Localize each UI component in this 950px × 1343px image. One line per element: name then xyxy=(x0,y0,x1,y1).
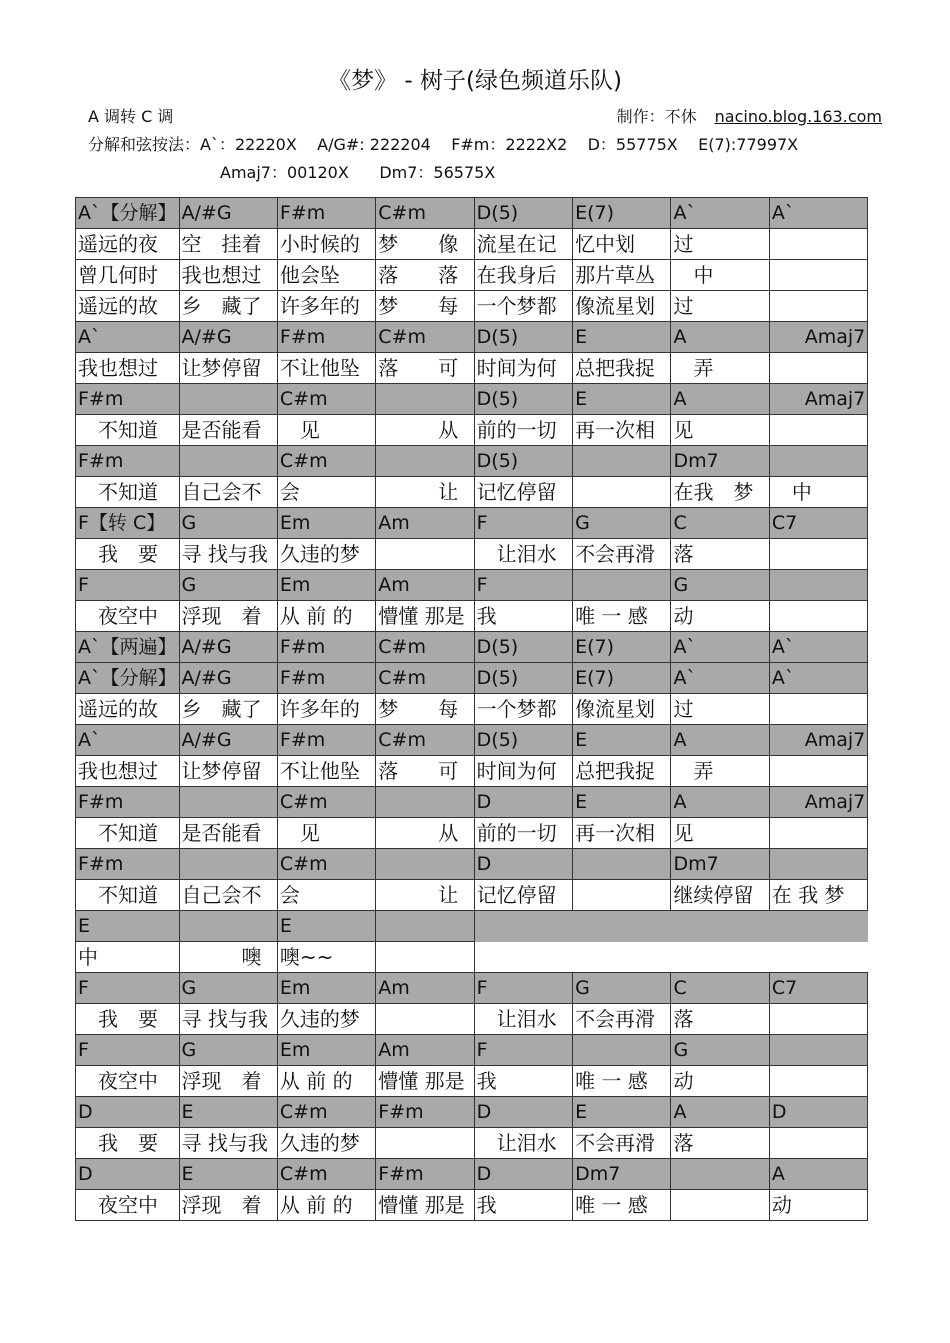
chord-cell: A/#G xyxy=(179,198,277,229)
chord-cell: Dm7 xyxy=(671,849,769,880)
lyric-cell: 见 xyxy=(671,415,769,446)
chord-cell: G xyxy=(179,508,277,539)
lyric-cell: 我 xyxy=(474,1190,572,1221)
chord-cell: F#m xyxy=(376,1097,474,1128)
lyric-cell: 过 xyxy=(671,229,769,260)
chord-cell: Em xyxy=(277,508,375,539)
chord-row xyxy=(76,632,868,663)
chord-cell: E xyxy=(179,1097,277,1128)
chord-row xyxy=(76,849,868,880)
chord-row xyxy=(76,570,868,601)
lyric-cell xyxy=(769,818,867,849)
chord-cell xyxy=(573,1035,671,1066)
lyric-row xyxy=(76,1066,868,1097)
lyric-row xyxy=(76,229,868,260)
lyric-cell: 落 xyxy=(671,1004,769,1035)
chord-cell xyxy=(769,1035,867,1066)
chord-cell: A` xyxy=(671,198,769,229)
chord-row xyxy=(76,508,868,539)
chord-cell xyxy=(376,384,474,415)
lyric-cell: 不让他坠 xyxy=(277,353,375,384)
lyric-cell xyxy=(769,756,867,787)
chord-cell: A` xyxy=(76,322,180,353)
lyric-cell: 不知道 xyxy=(76,880,180,911)
lyric-cell: 让泪水 xyxy=(474,1128,572,1159)
chord-cell: F xyxy=(474,508,572,539)
chord-cell: A` xyxy=(671,663,769,694)
chord-cell: F【转 C】 xyxy=(76,508,180,539)
chord-cell: A`【分解】 xyxy=(76,198,180,229)
chord-cell: C7 xyxy=(769,973,867,1004)
lyric-cell: 在我 梦 xyxy=(671,477,769,508)
lyric-cell: 中 xyxy=(671,260,769,291)
lyric-row xyxy=(76,1190,868,1221)
chord-cell xyxy=(376,446,474,477)
lyric-cell: 再一次相 xyxy=(573,818,671,849)
lyric-cell: 落 可 xyxy=(376,756,474,787)
chord-cell xyxy=(769,446,867,477)
chord-cell: D xyxy=(769,1097,867,1128)
lyric-row xyxy=(76,601,868,632)
chord-cell: A` xyxy=(769,632,867,663)
credit xyxy=(617,104,882,127)
lyric-cell: 小时候的 xyxy=(277,229,375,260)
lyric-cell: 让梦停留 xyxy=(179,353,277,384)
chord-cell: D(5) xyxy=(474,198,572,229)
chord-cell: C#m xyxy=(277,1159,375,1190)
chord-cell: F#m xyxy=(277,663,375,694)
lyric-cell: 浮现 着 xyxy=(179,1066,277,1097)
chord-cell: Am xyxy=(376,973,474,1004)
chord-cell: A xyxy=(769,1159,867,1190)
lyric-cell: 见 xyxy=(277,818,375,849)
chord-cell: F#m xyxy=(277,632,375,663)
lyric-cell: 遥远的夜 xyxy=(76,229,180,260)
lyric-cell: 曾几何时 xyxy=(76,260,180,291)
lyric-cell: 不知道 xyxy=(76,477,180,508)
lyric-cell xyxy=(769,291,867,322)
lyric-row xyxy=(76,415,868,446)
fingering-line-2: Amaj7：00120X Dm7：56575X xyxy=(220,163,496,182)
lyric-cell: 自己会不 xyxy=(179,880,277,911)
blog-link[interactable]: nacino.blog.163.com xyxy=(714,107,882,126)
lyric-cell: 乡 藏了 xyxy=(179,291,277,322)
lyric-cell: 我 xyxy=(474,1066,572,1097)
chord-cell: E xyxy=(573,725,671,756)
lyric-cell: 前的一切 xyxy=(474,415,572,446)
lyric-row xyxy=(76,694,868,725)
lyric-cell: 噢~~ xyxy=(277,942,375,973)
lyric-cell: 过 xyxy=(671,694,769,725)
lyric-cell: 不让他坠 xyxy=(277,756,375,787)
chord-cell: Amaj7 xyxy=(769,725,867,756)
lyric-cell xyxy=(769,601,867,632)
lyric-cell: 再一次相 xyxy=(573,415,671,446)
lyric-cell: 浮现 着 xyxy=(179,1190,277,1221)
chord-cell: C#m xyxy=(277,849,375,880)
chord-cell: D xyxy=(76,1159,180,1190)
lyric-cell: 不会再滑 xyxy=(573,1128,671,1159)
lyric-cell: 让梦停留 xyxy=(179,756,277,787)
lyric-cell: 会 xyxy=(277,880,375,911)
lyric-cell: 中 xyxy=(76,942,180,973)
lyric-cell: 记忆停留 xyxy=(474,880,572,911)
lyric-cell xyxy=(376,539,474,570)
key-change-note: A 调转 C 调 xyxy=(88,107,174,126)
chord-cell: G xyxy=(573,508,671,539)
lyric-cell: 夜空中 xyxy=(76,1066,180,1097)
chord-cell xyxy=(376,911,474,942)
lyric-cell: 懵懂 那是 xyxy=(376,1190,474,1221)
chord-cell: F xyxy=(76,1035,180,1066)
lyric-cell: 噢 xyxy=(179,942,277,973)
chord-cell: C xyxy=(671,508,769,539)
chord-cell: D(5) xyxy=(474,725,572,756)
lyric-row xyxy=(76,756,868,787)
lyric-cell: 自己会不 xyxy=(179,477,277,508)
lyric-cell: 空 挂着 xyxy=(179,229,277,260)
lyric-cell: 动 xyxy=(769,1190,867,1221)
chord-cell: A`【分解】 xyxy=(76,663,180,694)
chord-cell: C#m xyxy=(376,632,474,663)
lyric-cell: 继续停留 xyxy=(671,880,769,911)
chord-cell: Dm7 xyxy=(671,446,769,477)
lyric-row xyxy=(76,539,868,570)
chord-cell: C#m xyxy=(277,446,375,477)
empty-area xyxy=(474,911,868,942)
lyric-cell: 夜空中 xyxy=(76,601,180,632)
lyric-cell: 那片草丛 xyxy=(573,260,671,291)
lyric-cell: 寻 找与我 xyxy=(179,1004,277,1035)
chord-cell: E xyxy=(573,787,671,818)
chord-cell: E(7) xyxy=(573,663,671,694)
chord-cell: G xyxy=(671,1035,769,1066)
lyric-cell: 时间为何 xyxy=(474,756,572,787)
chord-cell: E xyxy=(573,322,671,353)
lyric-cell: 中 xyxy=(769,477,867,508)
lyric-cell: 许多年的 xyxy=(277,694,375,725)
lyric-row xyxy=(76,291,868,322)
chord-row xyxy=(76,1159,868,1190)
lyric-cell: 动 xyxy=(671,1066,769,1097)
chord-cell: Amaj7 xyxy=(769,384,867,415)
chord-row xyxy=(76,911,868,942)
lyric-cell: 懵懂 那是 xyxy=(376,601,474,632)
chord-cell: C#m xyxy=(277,1097,375,1128)
chord-cell: C#m xyxy=(376,198,474,229)
chord-cell: A/#G xyxy=(179,322,277,353)
lyric-cell xyxy=(573,880,671,911)
lyric-cell: 不知道 xyxy=(76,415,180,446)
lyric-cell: 遥远的故 xyxy=(76,694,180,725)
chord-cell: F#m xyxy=(76,787,180,818)
chord-row xyxy=(76,384,868,415)
chord-cell: G xyxy=(179,1035,277,1066)
lyric-cell: 让泪水 xyxy=(474,1004,572,1035)
chord-cell: F#m xyxy=(376,1159,474,1190)
chord-cell: Dm7 xyxy=(573,1159,671,1190)
chord-cell: D(5) xyxy=(474,384,572,415)
lyric-cell: 落 xyxy=(671,1128,769,1159)
lyric-cell: 从 前 的 xyxy=(277,1066,375,1097)
lyric-row xyxy=(76,353,868,384)
chord-cell: F#m xyxy=(76,849,180,880)
lyric-cell: 我也想过 xyxy=(179,260,277,291)
chord-row xyxy=(76,446,868,477)
lyric-cell: 寻 找与我 xyxy=(179,539,277,570)
chord-cell: Em xyxy=(277,570,375,601)
author: 制作：不休 xyxy=(616,107,697,126)
chord-cell: D xyxy=(76,1097,180,1128)
lyric-cell: 我 xyxy=(474,601,572,632)
lyric-row xyxy=(76,818,868,849)
lyric-cell xyxy=(769,260,867,291)
lyric-cell xyxy=(769,229,867,260)
chord-cell: D xyxy=(474,1097,572,1128)
lyric-cell xyxy=(769,1004,867,1035)
chord-cell: E(7) xyxy=(573,198,671,229)
lyric-cell xyxy=(769,1128,867,1159)
chord-cell: C#m xyxy=(376,725,474,756)
chord-cell: E xyxy=(179,1159,277,1190)
song-title: 《梦》 - 树子(绿色频道乐队) xyxy=(328,68,622,94)
lyric-cell: 遥远的故 xyxy=(76,291,180,322)
lyric-cell: 我也想过 xyxy=(76,756,180,787)
lyric-cell: 我也想过 xyxy=(76,353,180,384)
lyric-cell: 总把我捉 xyxy=(573,756,671,787)
chord-row xyxy=(76,322,868,353)
lyric-cell xyxy=(769,539,867,570)
chord-cell: Am xyxy=(376,570,474,601)
lyric-cell: 从 xyxy=(376,818,474,849)
chord-row xyxy=(76,1097,868,1128)
fingering-line-1: 分解和弦按法：A`：22220X A/G#: 222204 F#m：2222X2 D：55775X E(7):77997X xyxy=(88,135,799,154)
chord-cell xyxy=(573,570,671,601)
lyric-cell xyxy=(376,1004,474,1035)
lyric-cell: 是否能看 xyxy=(179,415,277,446)
chord-cell xyxy=(573,849,671,880)
lyric-cell: 许多年的 xyxy=(277,291,375,322)
chord-cell: F xyxy=(474,570,572,601)
lyric-cell: 浮现 着 xyxy=(179,601,277,632)
lyric-cell: 不会再滑 xyxy=(573,539,671,570)
lyric-cell: 见 xyxy=(277,415,375,446)
lyric-cell: 像流星划 xyxy=(573,291,671,322)
chord-cell xyxy=(179,446,277,477)
chord-cell: G xyxy=(671,570,769,601)
lyric-cell xyxy=(376,1128,474,1159)
chord-cell: D xyxy=(474,787,572,818)
lyric-cell: 从 前 的 xyxy=(277,601,375,632)
chord-cell: F#m xyxy=(76,384,180,415)
lyric-cell: 记忆停留 xyxy=(474,477,572,508)
lyric-cell xyxy=(671,1190,769,1221)
chord-cell: A xyxy=(671,322,769,353)
lyric-cell: 弄 xyxy=(671,353,769,384)
chord-cell: G xyxy=(179,973,277,1004)
chord-cell: F xyxy=(76,570,180,601)
chord-cell: F#m xyxy=(277,322,375,353)
chord-cell xyxy=(671,1159,769,1190)
lyric-cell: 乡 藏了 xyxy=(179,694,277,725)
lyric-cell: 不会再滑 xyxy=(573,1004,671,1035)
chord-cell: A` xyxy=(76,725,180,756)
chord-cell: E xyxy=(573,384,671,415)
lyric-cell: 不知道 xyxy=(76,818,180,849)
lyric-cell: 弄 xyxy=(671,756,769,787)
lyric-cell: 在我身后 xyxy=(474,260,572,291)
chord-cell: A xyxy=(671,1097,769,1128)
chord-cell: Am xyxy=(376,1035,474,1066)
chord-cell: Amaj7 xyxy=(769,322,867,353)
chord-cell: F xyxy=(76,973,180,1004)
chord-row xyxy=(76,725,868,756)
empty-area xyxy=(474,942,868,973)
chord-cell xyxy=(769,570,867,601)
lyric-cell: 像流星划 xyxy=(573,694,671,725)
chord-cell: A` xyxy=(769,198,867,229)
lyric-cell: 流星在记 xyxy=(474,229,572,260)
lyric-cell: 寻 找与我 xyxy=(179,1128,277,1159)
chord-cell: Amaj7 xyxy=(769,787,867,818)
chord-cell xyxy=(179,787,277,818)
chord-cell xyxy=(573,446,671,477)
chord-cell: A` xyxy=(671,632,769,663)
lyric-cell: 见 xyxy=(671,818,769,849)
chord-cell: E xyxy=(76,911,180,942)
lyric-cell: 从 前 的 xyxy=(277,1190,375,1221)
chord-cell: G xyxy=(179,570,277,601)
chord-cell xyxy=(376,849,474,880)
lyric-cell: 落 xyxy=(671,539,769,570)
lyric-cell: 落 可 xyxy=(376,353,474,384)
lyric-cell: 让 xyxy=(376,880,474,911)
chord-cell xyxy=(376,787,474,818)
lyric-cell: 我 要 xyxy=(76,1128,180,1159)
chord-cell: A/#G xyxy=(179,663,277,694)
lyric-cell: 是否能看 xyxy=(179,818,277,849)
chord-cell: D(5) xyxy=(474,446,572,477)
lyric-cell: 梦 每 xyxy=(376,291,474,322)
lyric-cell xyxy=(769,1066,867,1097)
lyric-cell: 时间为何 xyxy=(474,353,572,384)
chord-cell: Em xyxy=(277,973,375,1004)
chord-cell: C#m xyxy=(376,322,474,353)
chord-cell: A/#G xyxy=(179,632,277,663)
lyric-row xyxy=(76,260,868,291)
chord-cell xyxy=(179,911,277,942)
lyric-cell: 会 xyxy=(277,477,375,508)
chord-cell: C7 xyxy=(769,508,867,539)
lyric-cell xyxy=(573,477,671,508)
chord-cell: F xyxy=(474,973,572,1004)
lyric-row xyxy=(76,477,868,508)
chord-row xyxy=(76,198,868,229)
chord-cell: D(5) xyxy=(474,322,572,353)
chord-cell: D(5) xyxy=(474,632,572,663)
lyric-cell: 在 我 梦 xyxy=(769,880,867,911)
chord-sheet-table xyxy=(75,197,868,1221)
lyric-cell: 夜空中 xyxy=(76,1190,180,1221)
chord-cell: C#m xyxy=(376,663,474,694)
chord-cell: D xyxy=(474,1159,572,1190)
lyric-cell: 他会坠 xyxy=(277,260,375,291)
lyric-cell: 忆中划 xyxy=(573,229,671,260)
lyric-cell xyxy=(769,415,867,446)
lyric-cell xyxy=(769,353,867,384)
chord-row xyxy=(76,663,868,694)
chord-cell: Em xyxy=(277,1035,375,1066)
lyric-cell xyxy=(769,694,867,725)
lyric-cell: 唯 一 感 xyxy=(573,1190,671,1221)
chord-cell: F#m xyxy=(277,198,375,229)
chord-cell: E(7) xyxy=(573,632,671,663)
chord-cell: F xyxy=(474,1035,572,1066)
lyric-cell: 总把我捉 xyxy=(573,353,671,384)
lyric-cell: 让泪水 xyxy=(474,539,572,570)
chord-cell: A`【两遍】 xyxy=(76,632,180,663)
chord-cell: A` xyxy=(769,663,867,694)
chord-cell: A xyxy=(671,384,769,415)
lyric-cell: 动 xyxy=(671,601,769,632)
lyric-cell: 梦 每 xyxy=(376,694,474,725)
lyric-cell: 我 要 xyxy=(76,1004,180,1035)
lyric-cell: 一个梦都 xyxy=(474,291,572,322)
chord-cell: D(5) xyxy=(474,663,572,694)
chord-row xyxy=(76,973,868,1004)
lyric-cell: 我 要 xyxy=(76,539,180,570)
chord-cell: C#m xyxy=(277,384,375,415)
lyric-cell: 唯 一 感 xyxy=(573,1066,671,1097)
lyric-cell: 过 xyxy=(671,291,769,322)
lyric-row xyxy=(76,942,868,973)
chord-cell: C#m xyxy=(277,787,375,818)
lyric-cell: 让 xyxy=(376,477,474,508)
lyric-cell xyxy=(376,942,474,973)
lyric-cell: 从 xyxy=(376,415,474,446)
chord-cell: F#m xyxy=(277,725,375,756)
chord-cell: Am xyxy=(376,508,474,539)
lyric-row xyxy=(76,1004,868,1035)
lyric-cell: 落 落 xyxy=(376,260,474,291)
lyric-cell: 前的一切 xyxy=(474,818,572,849)
lyric-cell: 久违的梦 xyxy=(277,1004,375,1035)
chord-cell: D xyxy=(474,849,572,880)
chord-row xyxy=(76,787,868,818)
lyric-cell: 懵懂 那是 xyxy=(376,1066,474,1097)
lyric-cell: 唯 一 感 xyxy=(573,601,671,632)
chord-cell: A/#G xyxy=(179,725,277,756)
chord-cell xyxy=(769,849,867,880)
chord-cell: F#m xyxy=(76,446,180,477)
lyric-cell: 久违的梦 xyxy=(277,539,375,570)
chord-cell: E xyxy=(573,1097,671,1128)
chord-cell: E xyxy=(277,911,375,942)
lyric-cell: 一个梦都 xyxy=(474,694,572,725)
chord-cell: C xyxy=(671,973,769,1004)
chord-cell xyxy=(179,849,277,880)
lyric-cell: 梦 像 xyxy=(376,229,474,260)
chord-cell xyxy=(179,384,277,415)
chord-cell: G xyxy=(573,973,671,1004)
lyric-cell: 久违的梦 xyxy=(277,1128,375,1159)
chord-cell: A xyxy=(671,787,769,818)
chord-row xyxy=(76,1035,868,1066)
lyric-row xyxy=(76,880,868,911)
lyric-row xyxy=(76,1128,868,1159)
chord-cell: A xyxy=(671,725,769,756)
